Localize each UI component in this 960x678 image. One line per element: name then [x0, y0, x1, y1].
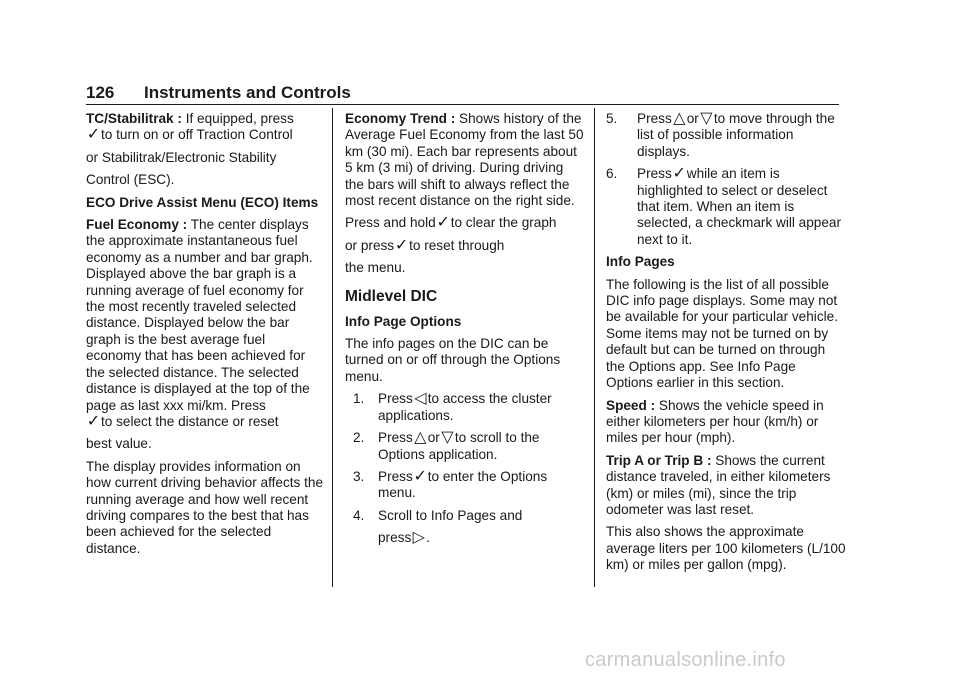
step-text: Press	[378, 468, 413, 484]
step-text: to scroll to the Options application.	[378, 430, 540, 462]
step-text: .	[426, 530, 431, 546]
fuel-end: best value.	[86, 436, 152, 452]
list-item	[353, 508, 585, 547]
column-divider-1	[332, 108, 333, 587]
step-text: or	[686, 111, 699, 126]
check-icon: ✓	[86, 410, 101, 430]
list-item	[353, 427, 585, 463]
step-text: Press	[378, 430, 413, 446]
list-item	[353, 465, 585, 502]
tc-line4: Control (ESC).	[86, 172, 175, 188]
step-number: 3.	[353, 468, 365, 484]
step-text: Press	[378, 391, 413, 407]
display-paragraph: The display provides information on how current driving behavior affects the running average and how well recent driving compares to the best that has been achieved for the selected distance.	[86, 458, 324, 556]
up-arrow-icon: △	[673, 108, 686, 127]
check-icon: ✓	[436, 212, 450, 232]
trend-label: Economy Trend :	[345, 111, 456, 126]
step-number: 1.	[353, 391, 365, 407]
back-icon: ◁	[414, 388, 427, 408]
trend-clear: to clear the graph	[450, 215, 557, 231]
check-icon: ✓	[413, 465, 427, 485]
column-divider-2	[594, 108, 595, 587]
step-text: press	[378, 530, 412, 546]
speed-paragraph	[606, 398, 846, 447]
step-text: Scroll to Info Pages and	[378, 507, 523, 523]
list-item	[606, 108, 846, 160]
step-text: Press	[637, 166, 672, 182]
tc-line3: or Stabilitrak/Electronic Stability	[86, 149, 277, 165]
also-paragraph: This also shows the approximate average liters per 100 kilometers (L/100 km) or miles per gallon (mpg).	[606, 524, 846, 573]
trend-text: Shows history of the Average Fuel Economy from the last 50 km (30 mi). Each bar represents about 5 km (3 mi) of driving. During driving the bars will shift to always reflect the most recent distance on the right side.	[345, 111, 584, 209]
midlevel-heading: Midlevel DIC	[345, 287, 438, 305]
step-text: to access the cluster applications.	[378, 391, 552, 423]
step-text: to move through the list of possible information displays.	[637, 111, 835, 159]
step-text: Press	[637, 111, 672, 126]
eco-heading: ECO Drive Assist Menu (ECO) Items	[86, 194, 319, 210]
fuel-label: Fuel Economy :	[86, 217, 188, 233]
down-arrow-icon: ▽	[700, 108, 713, 127]
trend-end: the menu.	[345, 260, 406, 276]
trend-instruction	[345, 212, 585, 276]
right-arrow-icon: ▷	[412, 527, 425, 547]
step-number: 4.	[353, 507, 365, 523]
step-number: 5.	[606, 111, 618, 126]
info-pages-paragraph: The following is the list of all possible DIC info page displays. Some may not be available for your particular vehicle. Some items may not be turned on by default but can be turned on through the Options app. See Info Page Options earlier in this section.	[606, 276, 838, 391]
step-number: 2.	[353, 430, 365, 446]
options-intro: The info pages on the DIC can be turned on or off through the Options menu.	[345, 336, 561, 384]
list-item	[606, 163, 846, 248]
check-icon: ✓	[672, 163, 686, 183]
speed-label: Speed :	[606, 397, 656, 413]
trip-text: Shows the current distance traveled, in either kilometers (km) or miles (mi), since the trip odometer was last reset.	[606, 452, 831, 517]
down-arrow-icon: ▽	[441, 427, 454, 447]
trip-paragraph	[606, 453, 846, 519]
speed-text: Shows the vehicle speed in either kilometers per hour (km/h) or miles per hour (mph).	[606, 397, 824, 446]
step-text: while an item is highlighted to select or deselect that item. When an item is selected, a checkmark will appear next to it.	[637, 166, 841, 247]
check-icon: ✓	[394, 234, 409, 254]
list-item	[353, 388, 585, 424]
trend-reset: to reset through	[409, 237, 505, 253]
tc-paragraph	[86, 111, 324, 189]
trip-label: Trip A or Trip B :	[606, 452, 712, 468]
fuel-after-icon: to select the distance or reset	[101, 413, 279, 429]
section-title: Instruments and Controls	[144, 83, 351, 102]
tc-line1: If equipped, press	[181, 111, 294, 126]
up-arrow-icon: △	[414, 427, 427, 447]
column-1	[86, 111, 324, 563]
page-number: 126	[86, 83, 115, 102]
watermark: carmanualsonline.info	[585, 649, 786, 671]
header-rule	[86, 104, 839, 105]
step-text: to enter the Options menu.	[378, 468, 548, 501]
tc-label: TC/Stabilitrak :	[86, 111, 182, 126]
info-pages-heading: Info Pages	[606, 254, 675, 270]
check-icon: ✓	[86, 124, 101, 144]
fuel-text: The center displays the approximate instantaneous fuel economy as a number and bar graph. Displayed above the bar graph is a running average of fuel economy for the most recently traveled selected distance. Displayed below the bar graph is the best average fuel economy that has been achieved for the selected distance. The selected distance is displayed at the top of the page as last xxx mi/km. Press	[86, 217, 313, 413]
trend-or-press: or press	[345, 237, 395, 253]
trend-paragraph	[345, 111, 585, 209]
trend-press-hold: Press and hold	[345, 215, 436, 231]
step-text: or	[427, 430, 440, 446]
fuel-paragraph	[86, 217, 324, 453]
column-2	[345, 111, 585, 553]
options-heading: Info Page Options	[345, 313, 462, 329]
step-number: 6.	[606, 166, 618, 182]
tc-after-icon: to turn on or off Traction Control	[101, 127, 293, 143]
column-3	[606, 108, 846, 580]
